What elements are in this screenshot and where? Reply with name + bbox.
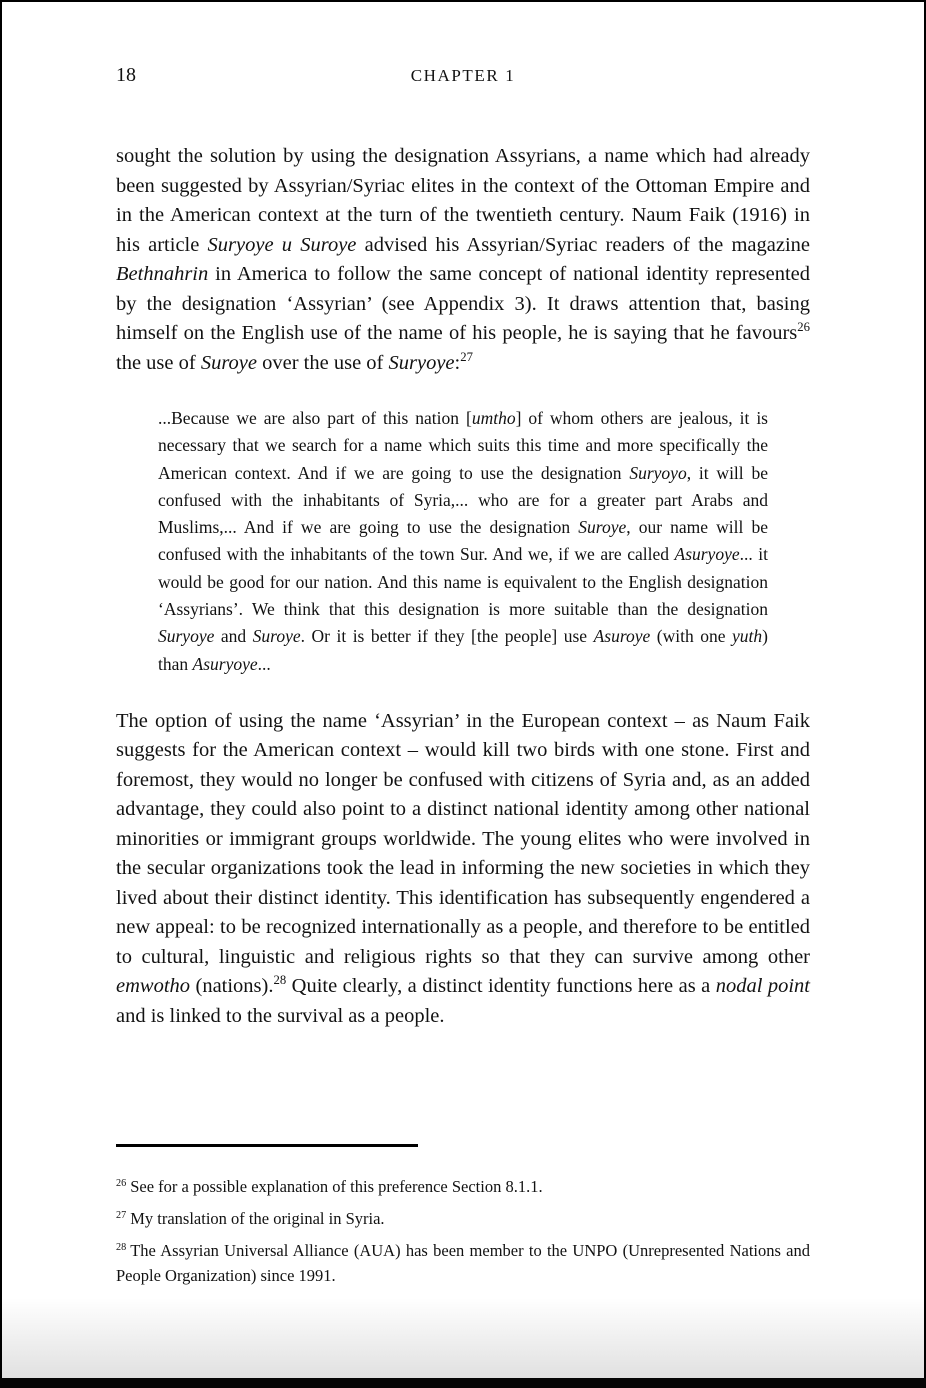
footnote-marker: 28 (116, 1241, 127, 1253)
footnote-26 (116, 1174, 810, 1199)
chapter-running-head: CHAPTER 1 (410, 66, 516, 85)
scan-bottom-shadow (2, 1298, 924, 1378)
footnote-27 (116, 1206, 810, 1231)
footnote-28 (116, 1238, 810, 1288)
footnote-text: See for a possible explanation of this preference Section 8.1.1. (130, 1177, 543, 1196)
page-number: 18 (116, 64, 136, 86)
footnote-text: My translation of the original in Syria. (130, 1209, 385, 1228)
paragraph-2: The option of using the name ‘Assyrian’ in the European context – as Naum Faik suggests for the American context – would kill two birds with one stone. First and foremost, they would no longer be confused with citizens of Syria and, as an added advantage, they could also point to a distinct national identity among other national minorities or immigrant groups worldwide. The young elites who were involved in the secular organizations took the lead in informing the new societies in which they lived about their distinct identity. This identification has subsequently engendered a new appeal: to be recognized internationally as a people, and therefore to be entitled to cultural, linguistic and religious rights so that they can survive among other emwotho (nations).$^{28}$ Quite clearly, a distinct identity functions here as a nodal point and is linked to the survival as a people. (116, 709, 810, 1027)
footnote-text: The Assyrian Universal Alliance (AUA) has been member to the UNPO (Unrepresented Nations and People Organization) since 1991. (116, 1241, 810, 1285)
block-quote: ...Because we are also part of this nation [umtho] of whom others are jealous, it is necessary that we search for a name which suits this time and more specifically the American context. And if we are going to use the designation Suryoyo, it will be confused with the inhabitants of Syria,... who are for a greater part Arabs and Muslims,... And if we are going to use the designation Suroye, our name will be confused with the inhabitants of the town Sur. And we, if we are called Asuryoye... it would be good for our nation. And this name is equivalent to the English designation ‘Assyrians’. We think that this designation is more suitable than the designation Suryoye and Suroye. Or it is better if they [the people] use Asuroye (with one yuth) than Asuryoye... (158, 408, 769, 674)
scan-edge-bar (0, 1378, 926, 1388)
page-content (116, 142, 810, 1031)
page-header (116, 64, 810, 90)
footnotes-section (116, 1144, 810, 1295)
footnote-marker: 26 (116, 1177, 127, 1189)
footnote-marker: 27 (116, 1209, 127, 1221)
footnote-separator-rule (116, 1144, 418, 1147)
paragraph-1: sought the solution by using the designation Assyrians, a name which had already been suggested by Assyrian/Syriac elites in the context of the Ottoman Empire and in the American context at the turn of the twentieth century. Naum Faik (1916) in his article Suryoye u Suroye advised his Assyrian/Syriac readers of the magazine Bethnahrin in America to follow the same concept of national identity represented by the designation ‘Assyrian’ (see Appendix 3). It draws attention that, basing himself on the English use of the name of his people, he is saying that he favours$^{26}$ the use of Suroye over the use of Suryoye:$^{27}$ (116, 145, 810, 374)
